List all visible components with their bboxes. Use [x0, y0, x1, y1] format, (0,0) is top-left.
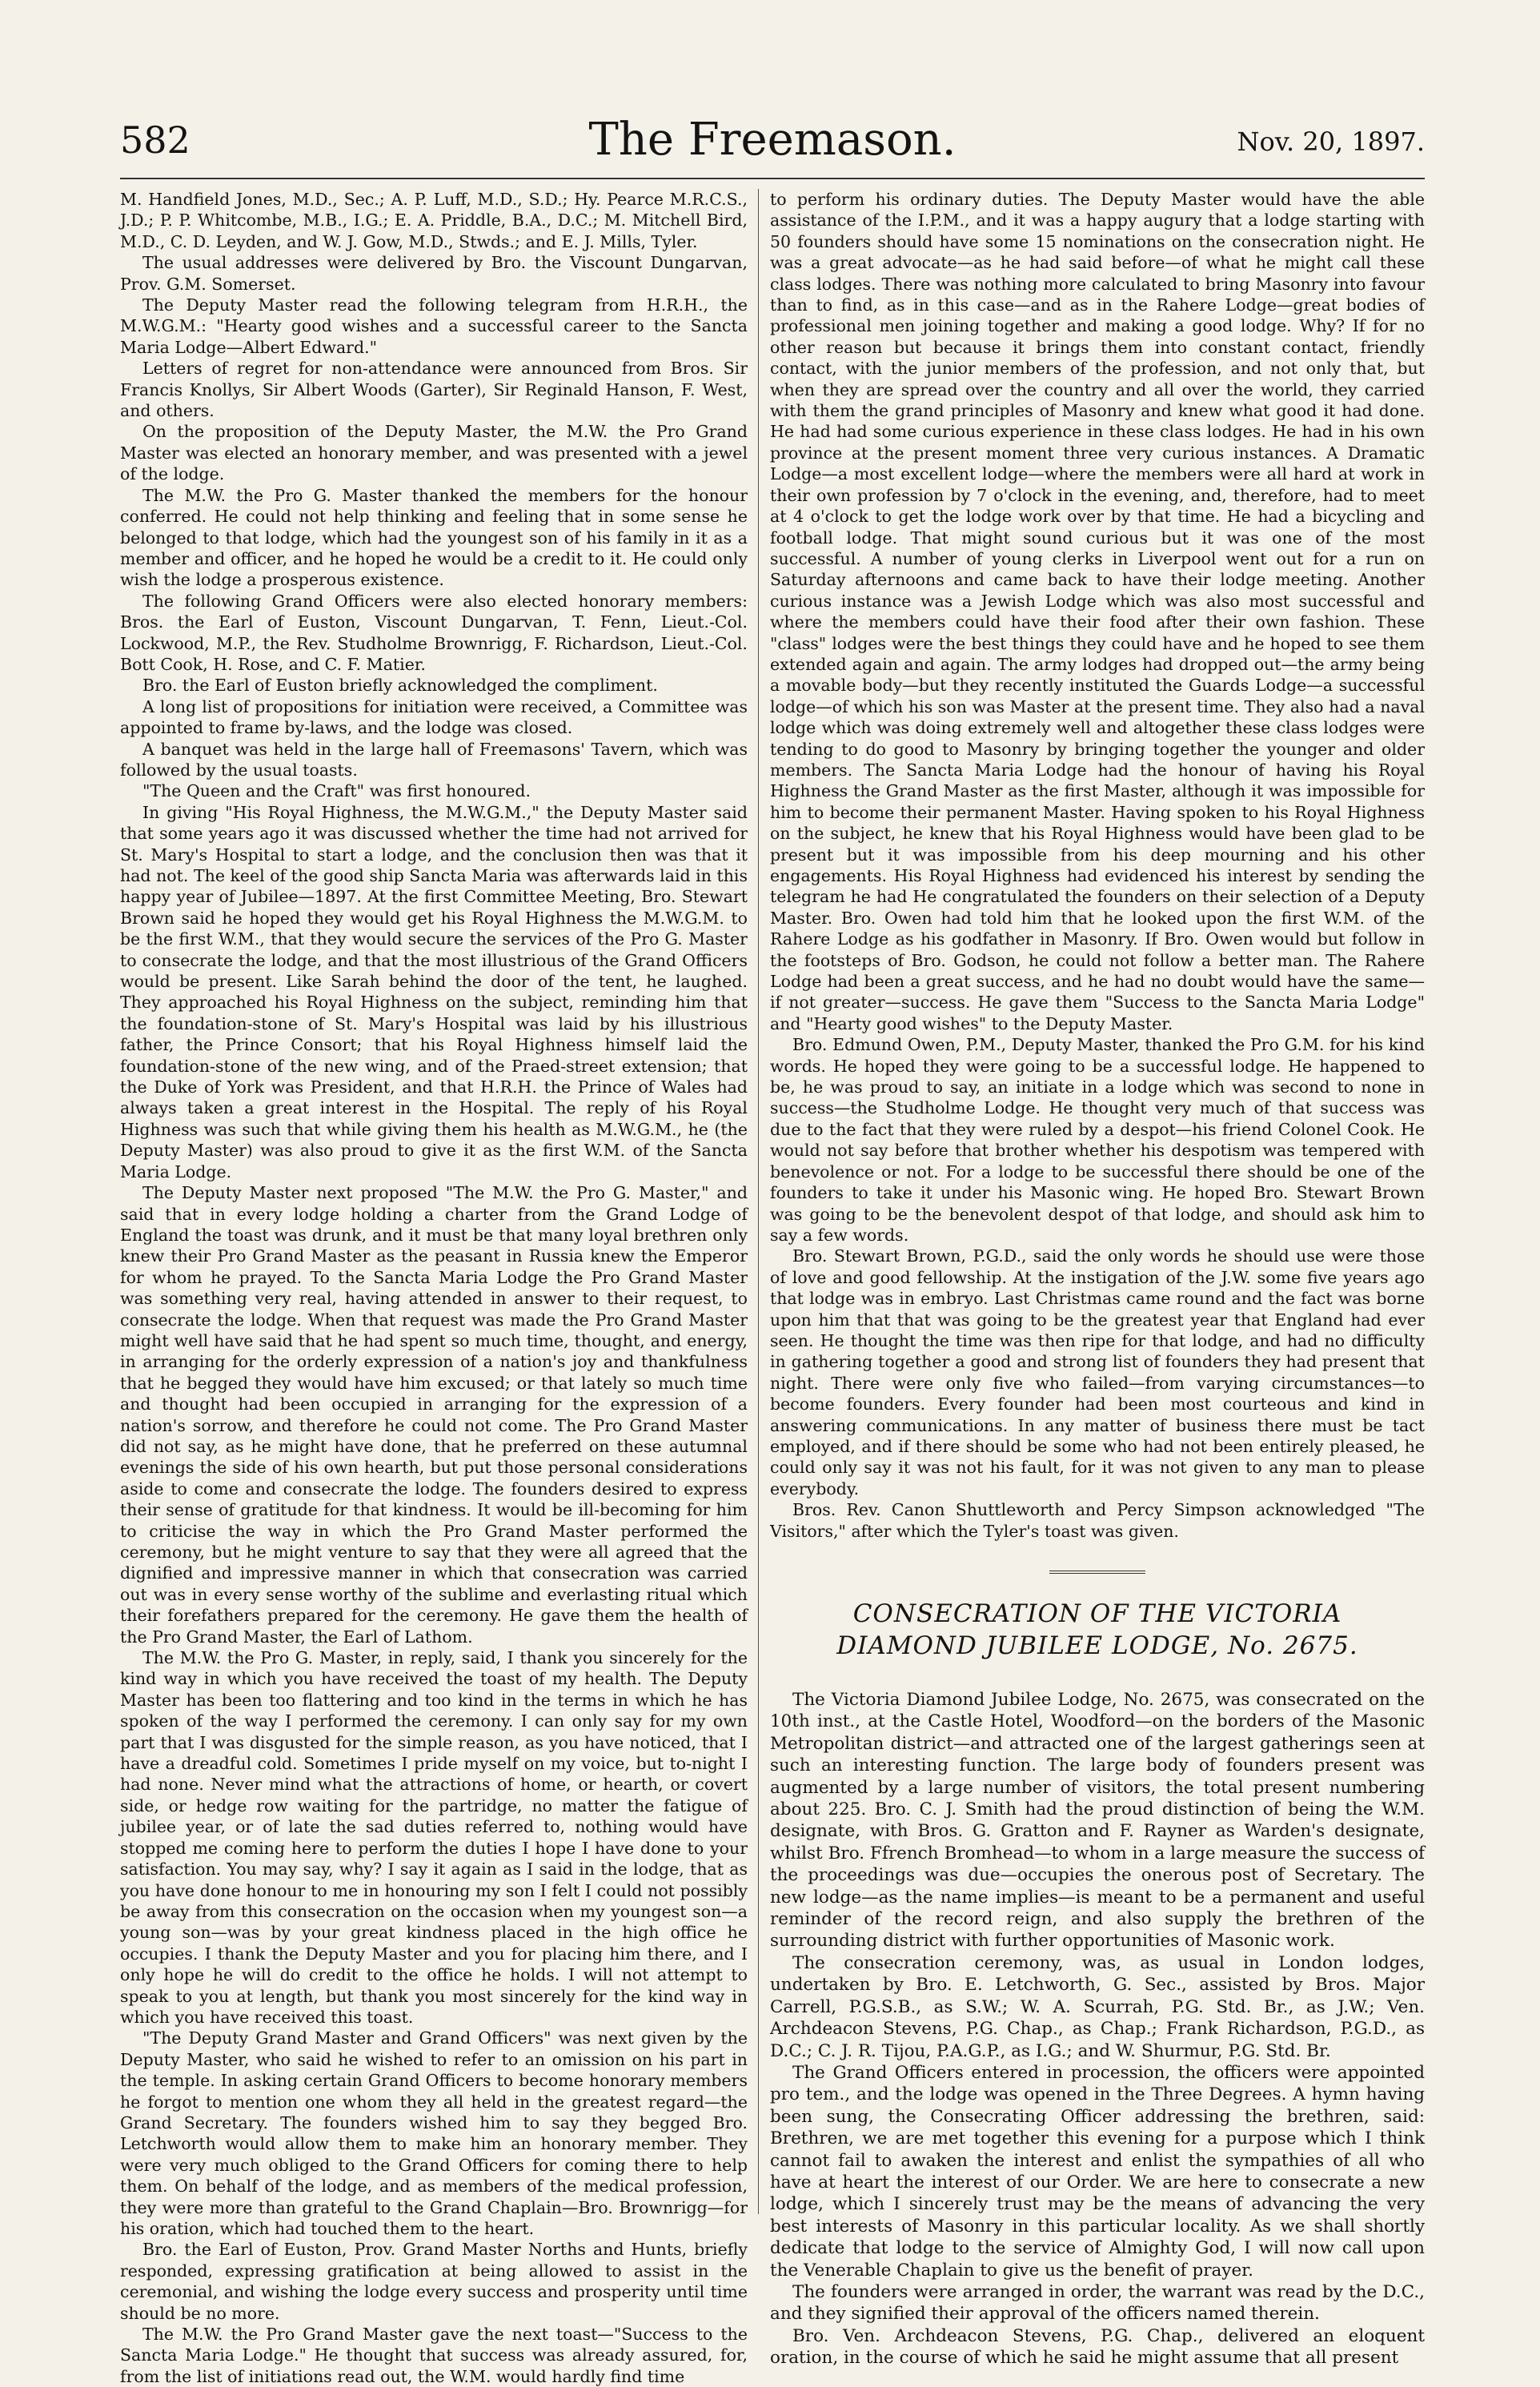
paragraph: Bro. the Earl of Euston, Prov. Grand Master Norths and Hunts, briefly responded, expressing gratification at being allowed to assist in the ceremonial, and wishing the lodge every success and prosperity until time should be no more.: [120, 2240, 748, 2323]
paper-title: The Freemason.: [588, 114, 956, 166]
paragraph: Bro. the Earl of Euston briefly acknowledged the compliment.: [142, 676, 658, 696]
paragraph: The M.W. the Pro G. Master, in reply, said, I thank you sincerely for the kind way in which you have received the toast of my health. The Deputy Master has been too flattering and too kind in the terms in which he has spoken of the way I performed the ceremony. I can only say for my own part that I was disgusted for the simple reason, as you have noticed, that I have a dreadful cold. Sometimes I pride myself on my voice, but to-night I had none. Never mind what the attractions of home, or hearth, or covert side, or hedge row waiting for the partridge, no matter the fatigue of jubilee year, or of late the sad duties referred to, nothing would have stopped me coming here to perform the duties I hope I have done to your satisfaction. You may say, why? I say it again as I said in the lodge, that as you have done honour to me in honouring my son I felt I could not possibly be away from this consecration on the occasion when my youngest son—a young son—was by your great kindness placed in the high office he occupies. I thank the Deputy Master and you for placing him there, and I only hope he will do credit to the office he holds. I will not attempt to speak to you at length, but thank you most sincerely for the kind way in which you have received this toast.: [120, 1648, 748, 2027]
paragraph: M. Handfield Jones, M.D., Sec.; A. P. Luff, M.D., S.D.; Hy. Pearce M.R.C.S., J.D.; P. P. Whitcombe, M.B., I.G.; E. A. Priddle, B.A., D.C.; M. Mitchell Bird, M.D., C. D. Leyden, and W. J. Gow, M.D., Stwds.; and E. J. Mills, Tyler.: [120, 190, 748, 251]
article-heading: CONSECRATION OF THE VICTORIA DIAMOND JUBILEE LODGE, No. 2675.: [836, 1599, 1358, 1660]
paragraph: The founders were arranged in order, the warrant was read by the D.C., and they signified their approval of the officers named therein.: [770, 2281, 1425, 2325]
paragraph: The Deputy Master read the following telegram from H.R.H., the M.W.G.M.: "Hearty good wishes and a successful career to the Sancta Maria Lodge—Albert Edward.": [120, 295, 748, 357]
paragraph: Bro. Edmund Owen, P.M., Deputy Master, thanked the Pro G.M. for his kind words. He hoped they were going to be a successful lodge. He happened to be, he was proud to say, an initiate in a lodge which was second to none in success—the Studholme Lodge. He thought very much of that success was due to the fact that they were ruled by a despot—his friend Colonel Cook. He would not say before that brother whether his despotism was tempered with benevolence or not. For a lodge to be successful there should be one of the founders to take it under his Masonic wing. He hoped Bro. Stewart Brown was going to be the benevolent despot of that lodge, and should ask him to say a few words.: [770, 1035, 1425, 1245]
paragraph: "The Deputy Grand Master and Grand Officers" was next given by the Deputy Master, who said he wished to refer to an omission on his part in the temple. In asking certain Grand Officers to become honorary members he forgot to mention one whom they all held in the greatest regard—the Grand Secretary. The founders wished him to say they begged Bro. Letchworth would allow them to make him an honorary member. They were very much obliged to the Grand Officers for coming there to help them. On behalf of the lodge, and as members of the medical profession, they were more than grateful to the Grand Chaplain—Bro. Brownrigg—for his oration, which had touched them to the heart.: [120, 2028, 748, 2238]
paragraph: "The Queen and the Craft" was first honoured.: [142, 781, 531, 801]
paragraph: Bro. Ven. Archdeacon Stevens, P.G. Chap., delivered an eloquent oration, in the course of which he said he might assume that all present: [770, 2325, 1425, 2369]
paragraph: to perform his ordinary duties. The Deputy Master would have the able assistance of the I.P.M., and it was a happy augury that a lodge starting with 50 founders should have some 15 nominations on the consecration night. He was a great advocate—as he had said before—of what he might call these class lodges. There was nothing more calculated to bring Masonry into favour than to find, as in this case—and as in the Rahere Lodge—great bodies of professional men joining together and making a good lodge. Why? If for no other reason but because it brings them into constant contact, friendly contact, with the junior members of the profession, and not only that, but when they are spread over the country and all over the world, they carried with them the grand principles of Masonry and knew what good it had done. He had had some curious experience in these class lodges. He had in his own province at the present moment three very curious instances. A Dramatic Lodge—a most excellent lodge—where the members were all hard at work in their own profession by 7 o'clock in the evening, and, therefore, had to meet at 4 o'clock to get the lodge work over by that time. He had a bicycling and football lodge. That might sound curious but it was one of the most successful. A number of young clerks in Liverpool went out for a run on Saturday afternoons and came back to have their lodge meeting. Another curious instance was a Jewish Lodge which was also most successful and where the members could have their food after their own fashion. These "class" lodges were the best things they could have and he hoped to see them extended again and again. The army lodges had dropped out—the army being a movable body—but they recently instituted the Guards Lodge—a successful lodge—of which his son was Master at the present time. They also had a naval lodge which was doing extremely well and altogether these class lodges were tending to do good to Masonry by bringing together the younger and older members. The Sancta Maria Lodge had the honour of having his Royal Highness the Grand Master as the first Master, although it was impossible for him to become their permanent Master. Having spoken to his Royal Highness on the subject, he knew that his Royal Highness would have been glad to be present but it was impossible from his deep mourning and his other engagements. His Royal Highness had evidenced his interest by sending the telegram he had He congratulated the founders on their selection of a Deputy Master. Bro. Owen had told him that he looked upon the first W.M. of the Rahere Lodge as his godfather in Masonry. If Bro. Owen would but follow in the footsteps of Bro. Godson, he could not follow a better man. The Rahere Lodge had been a great success, and he had no doubt would have the same—if not greater—success. He gave them "Success to the Sancta Maria Lodge" and "Hearty good wishes" to the Deputy Master.: [770, 190, 1425, 1033]
paragraph: Bro. Stewart Brown, P.G.D., said the only words he should use were those of love and good fellowship. At the instigation of the J.W. some five years ago that lodge was in embryo. Last Christmas came round and the fact was borne upon him that that was going to be the greatest year that England had ever seen. He thought the time was then ripe for that lodge, and had no difficulty in gathering together a good and strong list of founders they had present that night. There were only five who failed—from varying circumstances—to become founders. Every founder had been most courteous and kind in answering communications. In any matter of business there must be tact employed, and if there should be some who had not been entirely pleased, he could only say it was not his fault, for it was not given to any man to please everybody.: [770, 1246, 1425, 1498]
paragraph: The usual addresses were delivered by Bro. the Viscount Dungarvan, Prov. G.M. Somerset.: [120, 253, 748, 294]
paragraph: The consecration ceremony, was, as usual in London lodges, undertaken by Bro. E. Letchworth, G. Sec., assisted by Bros. Major Carrell, P.G.S.B., as S.W.; W. A. Scurrah, P.G. Std. Br., as J.W.; Ven. Archdeacon Stevens, P.G. Chap., as Chap.; Frank Richardson, P.G.D., as D.C.; C. J. R. Tijou, P.A.G.P., as I.G.; and W. Shurmur, P.G. Std. Br.: [770, 1952, 1425, 2061]
issue-date: Nov. 20, 1897.: [1237, 126, 1425, 157]
masthead: [120, 112, 1425, 178]
right-column: [770, 189, 1425, 2369]
paragraph: Letters of regret for non-attendance were announced from Bros. Sir Francis Knollys, Sir Albert Woods (Garter), Sir Reginald Hanson, F. West, and others.: [120, 359, 748, 421]
paragraph: The Deputy Master next proposed "The M.W. the Pro G. Master," and said that in every lodge holding a charter from the Grand Lodge of England the toast was drunk, and it must be that many loyal brethren only knew their Pro Grand Master as the peasant in Russia knew the Emperor for whom he prayed. To the Sancta Maria Lodge the Pro Grand Master was something very real, having attended in answer to their request, to consecrate the lodge. When that request was made the Pro Grand Master might well have said that he had spent so much time, thought, and energy, in arranging for the orderly expression of a nation's joy and thankfulness that he begged they would have him excused; or that lately so much time and thought had been occupied in arranging for the expression of a nation's sorrow, and therefore he could not come. The Pro Grand Master did not say, as he might have done, that he preferred on these autumnal evenings the side of his own hearth, but put those personal considerations aside to come and consecrate the lodge. The founders desired to express their sense of gratitude for that kindness. It would be ill-becoming for him to criticise the way in which the Pro Grand Master performed the ceremony, but he might venture to say that they were all agreed that the dignified and impressive manner in which that consecration was carried out was in every sense worthy of the sublime and everlasting ritual which their forefathers prepared for the ceremony. He gave them the health of the Pro Grand Master, the Earl of Lathom.: [120, 1183, 748, 1647]
paragraph: On the proposition of the Deputy Master, the M.W. the Pro Grand Master was elected an honorary member, and was presented with a jewel of the lodge.: [120, 422, 748, 484]
masthead-rule: [120, 178, 1425, 179]
paragraph: The Grand Officers entered in procession, the officers were appointed pro tem., and the lodge was opened in the Three Degrees. A hymn having been sung, the Consecrating Officer addressing the brethren, said: Brethren, we are met together this evening for a purpose which I think cannot fail to awaken the interest and enlist the sympathies of all who have at heart the interest of our Order. We are here to consecrate a new lodge, which I sincerely trust may be the means of advancing the very best interests of Masonry in this particular locality. As we shall shortly dedicate that lodge to the service of Almighty God, I will now call upon the Venerable Chaplain to give us the benefit of prayer.: [770, 2062, 1425, 2281]
paragraph: A long list of propositions for initiation were received, a Committee was appointed to frame by-laws, and the lodge was closed.: [120, 696, 748, 738]
column-divider: [758, 189, 759, 2214]
paragraph: In giving "His Royal Highness, the M.W.G.M.," the Deputy Master said that some years ago it was discussed whether the time had not arrived for St. Mary's Hospital to start a lodge, and the conclusion then was that it had not. The keel of the good ship Sancta Maria was afterwards laid in this happy year of Jubilee—1897. At the first Committee Meeting, Bro. Stewart Brown said he hoped they would get his Royal Highness the M.W.G.M. to be the first W.M., that they would secure the services of the Pro G. Master to consecrate the lodge, and that the most illustrious of the Grand Officers would be present. Like Sarah behind the door of the tent, he laughed. They approached his Royal Highness on the subject, reminding him that the foundation-stone of St. Mary's Hospital was laid by his illustrious father, the Prince Consort; that his Royal Highness himself laid the foundation-stone of the new wing, and of the Praed-street extension; that the Duke of York was President, and that H.R.H. the Prince of Wales had always taken a great interest in the Hospital. The reply of his Royal Highness was such that while giving them his health as M.W.G.M., he (the Deputy Master) was also proud to give it as the first W.M. of the Sancta Maria Lodge.: [120, 802, 748, 1181]
left-column: [120, 189, 748, 2387]
page-number: 582: [120, 118, 190, 162]
paragraph: The M.W. the Pro G. Master thanked the members for the honour conferred. He could not help thinking and feeling that in some sense he belonged to that lodge, which had the youngest son of his family in it as a member and officer, and he hoped he would be a credit to it. He could only wish the lodge a prosperous existence.: [120, 485, 748, 590]
paragraph: The Victoria Diamond Jubilee Lodge, No. 2675, was consecrated on the 10th inst., at the Castle Hotel, Woodford—on the borders of the Masonic Metropolitan district—and attracted one of the largest gatherings seen at such an interesting function. The large body of founders present was augmented by a large number of visitors, the total present numbering about 225. Bro. C. J. Smith had the proud distinction of being the W.M. designate, with Bros. G. Gratton and F. Rayner as Warden's designate, whilst Bro. Ffrench Bromhead—to whom in a large measure the success of the proceedings was due—occupies the onerous post of Secretary. The new lodge—as the name implies—is meant to be a permanent and useful reminder of the record reign, and also supply the brethren of the surrounding district with further opportunities of Masonic work.: [770, 1690, 1425, 1952]
paragraph: The M.W. the Pro Grand Master gave the next toast—"Success to the Sancta Maria Lodge." He thought that success was already assured, for, from the list of initiations read out, the W.M. would hardly find time: [120, 2325, 748, 2386]
paragraph: Bros. Rev. Canon Shuttleworth and Percy Simpson acknowledged "The Visitors," after which the Tyler's toast was given.: [770, 1500, 1425, 1541]
section-rule: [1049, 1571, 1145, 1574]
paragraph: The following Grand Officers were also elected honorary members: Bros. the Earl of Euston, Viscount Dungarvan, T. Fenn, Lieut.-Col. Lockwood, M.P., the Rev. Studholme Brownrigg, F. Richardson, Lieut.-Col. Bott Cook, H. Rose, and C. F. Matier.: [120, 591, 748, 674]
paragraph: A banquet was held in the large hall of Freemasons' Tavern, which was followed by the usual toasts.: [120, 739, 748, 780]
